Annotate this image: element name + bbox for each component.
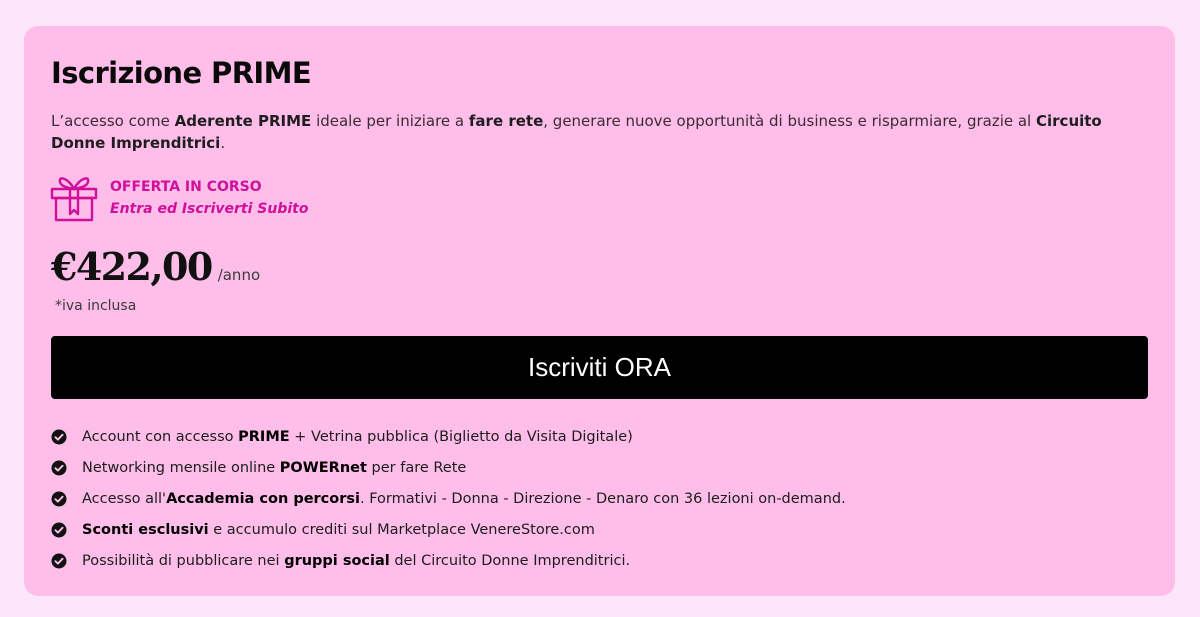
description-text-2: ideale per iniziare a xyxy=(311,112,469,130)
feature-text: Accesso all'Accademia con percorsi. Formativi - Donna - Direzione - Denaro con 36 lezioni on-demand. xyxy=(82,490,846,507)
description-bold-3: Circuito Donne Imprenditrici xyxy=(51,112,1102,152)
offer-title: OFFERTA IN CORSO xyxy=(110,178,262,195)
description-bold-1: Aderente PRIME xyxy=(174,112,312,130)
price-amount: €422,00 xyxy=(51,244,212,289)
tax-note: *iva inclusa xyxy=(55,298,137,314)
feature-text: Networking mensile online POWERnet per fare Rete xyxy=(82,459,467,476)
feature-item xyxy=(51,514,846,545)
plan-title: Iscrizione PRIME xyxy=(51,56,312,90)
price-period: /anno xyxy=(217,266,261,284)
subscribe-now-button[interactable]: Iscriviti ORA xyxy=(51,336,1148,399)
feature-text: Possibilità di pubblicare nei gruppi social del Circuito Donne Imprenditrici. xyxy=(82,552,631,569)
feature-item xyxy=(51,452,846,483)
plan-description xyxy=(51,110,1151,154)
check-circle-icon xyxy=(51,429,67,445)
feature-item xyxy=(51,483,846,514)
offer-text xyxy=(110,177,308,220)
check-circle-icon xyxy=(51,553,67,569)
check-circle-icon xyxy=(51,460,67,476)
feature-list xyxy=(51,421,846,576)
feature-item xyxy=(51,545,846,576)
description-text-4: . xyxy=(220,134,226,152)
offer-subtitle: Entra ed Iscriverti Subito xyxy=(110,200,309,217)
price-row xyxy=(51,244,260,289)
feature-text: Sconti esclusivi e accumulo crediti sul Marketplace VenereStore.com xyxy=(82,521,595,538)
check-circle-icon xyxy=(51,522,67,538)
description-text-1: L’accesso come xyxy=(51,112,175,130)
feature-text: Account con accesso PRIME + Vetrina pubblica (Biglietto da Visita Digitale) xyxy=(82,428,633,445)
description-text-3: , generare nuove opportunità di business e risparmiare, grazie al xyxy=(543,112,1036,130)
feature-item xyxy=(51,421,846,452)
description-bold-2: fare rete xyxy=(468,112,544,130)
gift-icon xyxy=(50,173,98,223)
offer-banner xyxy=(50,173,308,223)
check-circle-icon xyxy=(51,491,67,507)
pricing-card xyxy=(24,26,1175,596)
